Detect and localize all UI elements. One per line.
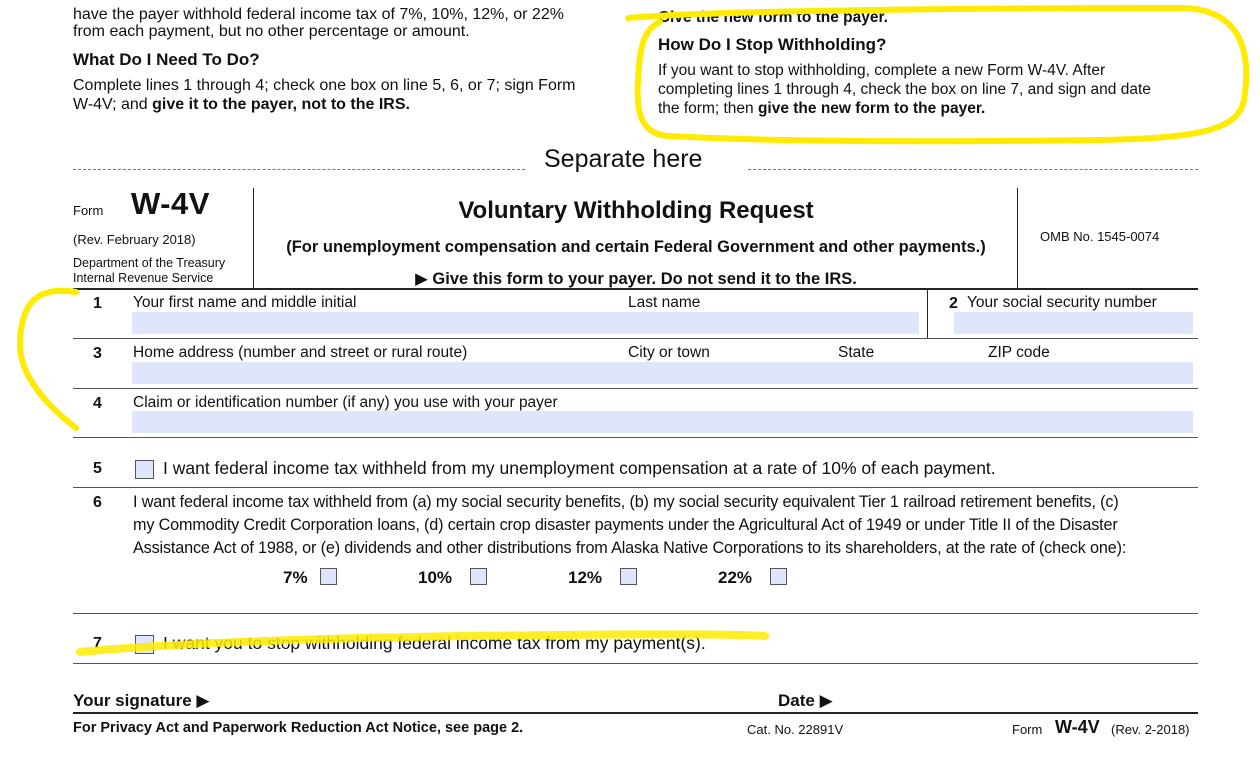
footer-revision: (Rev. 2-2018)	[1111, 722, 1190, 737]
how-do-i-stop-heading: How Do I Stop Withholding?	[658, 35, 887, 54]
rule-above-line7	[73, 613, 1198, 614]
date-area[interactable]	[845, 690, 1195, 712]
footer-form-id: W-4V	[1055, 717, 1100, 737]
option-10-checkbox[interactable]	[470, 568, 487, 585]
rule-above-line4	[73, 388, 1198, 389]
rule-above-line3	[73, 338, 1198, 339]
line4-number: 4	[93, 395, 102, 412]
line7-text: I want you to stop withholding federal income tax from my payment(s).	[163, 633, 706, 653]
home-address-label: Home address (number and street or rural route)	[133, 344, 468, 361]
instructions-right-line1: If you want to stop withholding, complete a new Form W-4V. After	[658, 62, 1106, 79]
option-22-checkbox[interactable]	[770, 568, 787, 585]
option-12-checkbox[interactable]	[620, 568, 637, 585]
footer-form-word: Form	[1012, 722, 1043, 737]
give-new-form-line: Give the new form to the payer.	[658, 9, 888, 26]
form-word: Form	[73, 203, 104, 218]
line7-number: 7	[93, 635, 102, 652]
line7-checkbox[interactable]	[135, 635, 154, 654]
privacy-notice: For Privacy Act and Paperwork Reduction Act Notice, see page 2.	[73, 720, 524, 736]
catalog-number: Cat. No. 22891V	[747, 722, 844, 737]
form-title: Voluntary Withholding Request	[458, 197, 814, 224]
form-instruction: ▶ Give this form to your payer. Do not send it to the IRS.	[415, 270, 857, 288]
instructions-left-line1: have the payer withhold federal income tax of 7%, 10%, 12%, or 22%	[73, 6, 564, 23]
line2-number: 2	[949, 295, 958, 312]
highlight-bracket-left	[20, 291, 76, 428]
separate-here-label: Separate here	[544, 145, 703, 173]
option-10-label: 10%	[418, 568, 453, 587]
claim-number-label: Claim or identification number (if any) you use with your payer	[133, 394, 558, 411]
claim-number-field[interactable]	[132, 411, 1193, 433]
line5-text: I want federal income tax withheld from my unemployment compensation at a rate of 10% of each payment.	[163, 458, 996, 478]
instructions-left-line3: Complete lines 1 through 4; check one box on line 5, 6, or 7; sign Form	[73, 77, 576, 94]
signature-label: Your signature ▶	[73, 691, 210, 710]
instructions-left-line2: from each payment, but no other percentage or amount.	[73, 23, 470, 40]
line6-number: 6	[93, 494, 102, 511]
line1-line2-divider	[927, 289, 928, 338]
omb-number: OMB No. 1545-0074	[1040, 229, 1160, 244]
instructions-left-line4-bold: give it to the payer, not to the IRS.	[152, 96, 410, 113]
line3-number: 3	[93, 345, 102, 362]
dept-irs: Internal Revenue Service	[73, 271, 214, 285]
last-name-label: Last name	[628, 294, 701, 311]
instructions-left-line4	[73, 95, 410, 114]
signature-area[interactable]	[235, 690, 760, 712]
state-label: State	[838, 344, 875, 361]
first-name-label: Your first name and middle initial	[133, 294, 357, 311]
rule-above-footer	[73, 712, 1198, 714]
line5-checkbox[interactable]	[135, 460, 154, 479]
rule-above-signature	[73, 663, 1198, 664]
form-id: W-4V	[131, 186, 210, 221]
separator-dash-left	[73, 169, 525, 170]
instructions-right-line3-bold: give the new form to the payer.	[757, 100, 986, 117]
rule-below-line4	[73, 437, 1198, 438]
line6-text-3: Assistance Act of 1988, or (e) dividends and other distributions from Alaska Native Corporations to its shareholders, at the rate of (check one):	[133, 539, 1127, 557]
instructions-right-line3	[658, 99, 985, 118]
form-revision: (Rev. February 2018)	[73, 232, 196, 247]
instructions-right-line3-text: the form; then	[658, 100, 758, 117]
line6-text-1: I want federal income tax withheld from (a) my social security benefits, (b) my social security equivalent Tier 1 railroad retirement benefits, (c)	[133, 493, 1119, 511]
instructions-left-line4-text: W-4V; and	[73, 96, 153, 113]
first-last-name-field[interactable]	[132, 312, 919, 334]
dept-treasury: Department of the Treasury	[73, 256, 226, 270]
form-subtitle: (For unemployment compensation and certain Federal Government and other payments.)	[286, 238, 986, 256]
option-7-checkbox[interactable]	[320, 568, 337, 585]
line5-number: 5	[93, 460, 102, 477]
ssn-field[interactable]	[954, 312, 1193, 334]
option-7-label: 7%	[283, 568, 308, 587]
instructions-right-line2: completing lines 1 through 4, check the box on line 7, and sign and date	[658, 81, 1151, 98]
rule-above-line6	[73, 487, 1198, 488]
header-divider-right	[1017, 188, 1018, 288]
header-divider-left	[253, 188, 254, 288]
home-address-field[interactable]	[132, 362, 1193, 384]
ssn-label: Your social security number	[967, 294, 1157, 311]
zip-label: ZIP code	[988, 344, 1050, 361]
what-do-i-need-heading: What Do I Need To Do?	[73, 50, 260, 69]
line6-text-2: my Commodity Credit Corporation loans, (d) certain crop disaster payments under the Agricultural Act of 1949 or under Title II of the Disaster	[133, 516, 1118, 534]
rule-above-line1	[73, 288, 1198, 290]
separator-dash-right	[748, 169, 1198, 170]
city-label: City or town	[628, 344, 710, 361]
line1-number: 1	[93, 295, 102, 312]
option-22-label: 22%	[718, 568, 753, 587]
date-label: Date ▶	[778, 691, 833, 710]
option-12-label: 12%	[568, 568, 603, 587]
